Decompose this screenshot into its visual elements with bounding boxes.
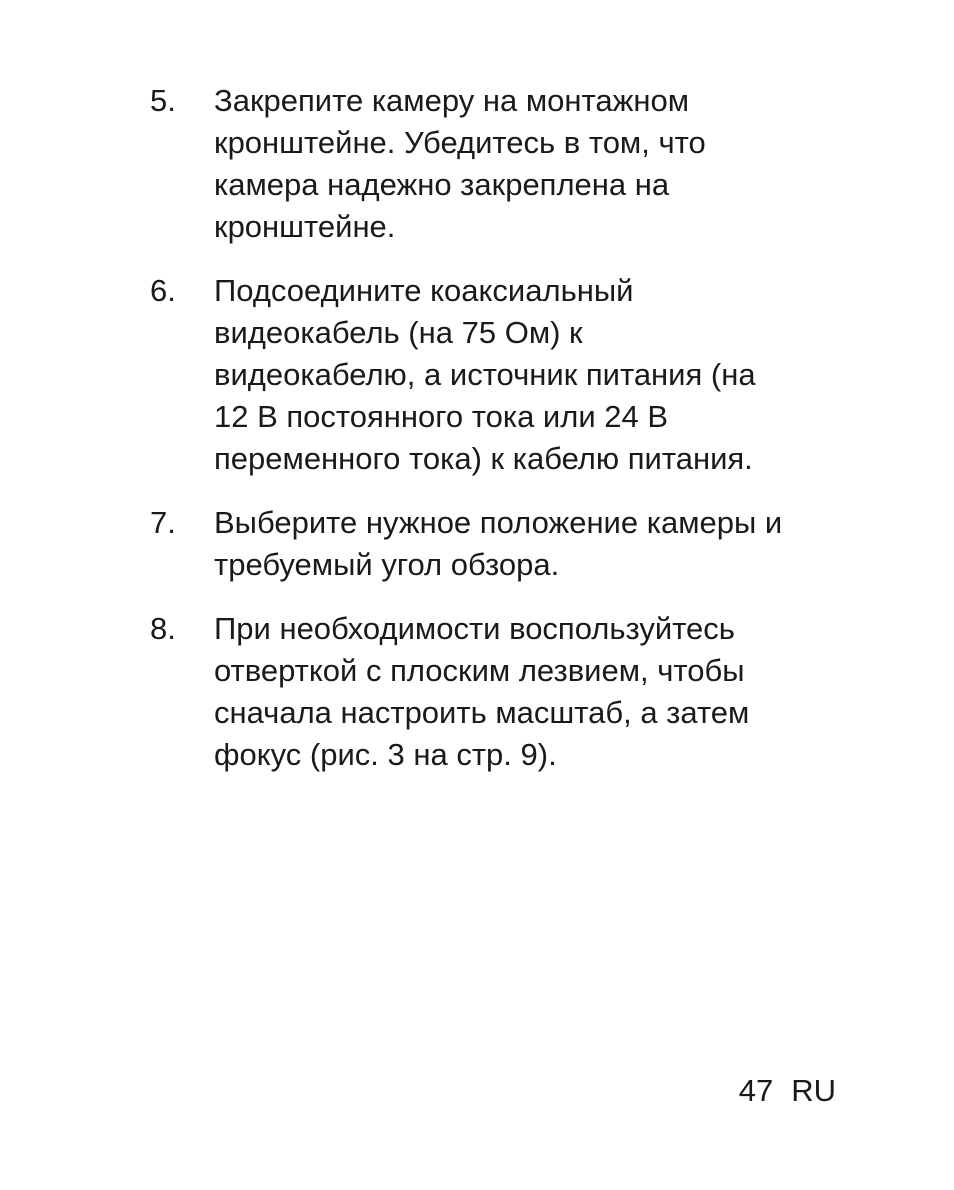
step-6 (150, 270, 850, 480)
step-number: 5. (150, 83, 176, 118)
language-code: RU (791, 1073, 836, 1108)
step-text: При необходимости воспользуйтесь отверткой с плоским лезвием, чтобы сначала настроить масштаб, а затем фокус (рис. 3 на стр. 9). (214, 611, 750, 772)
step-8 (150, 608, 850, 776)
step-number: 6. (150, 273, 176, 308)
page-footer (739, 1070, 836, 1112)
step-text: Выберите нужное положение камеры и требуемый угол обзора. (214, 505, 783, 582)
step-number: 7. (150, 505, 176, 540)
step-text: Закрепите камеру на монтажном кронштейне. Убедитесь в том, что камера надежно закреплена на кронштейне. (214, 83, 706, 244)
step-5 (150, 80, 850, 248)
step-text: Подсоедините коаксиальный видеокабель (на 75 Ом) к видеокабелю, а источник питания (на 12 В постоянного тока или 24 В переменного тока) к кабелю питания. (214, 273, 756, 476)
instruction-steps (150, 80, 850, 798)
step-number: 8. (150, 611, 176, 646)
page-number: 47 (738, 1073, 774, 1108)
step-7 (150, 502, 850, 586)
